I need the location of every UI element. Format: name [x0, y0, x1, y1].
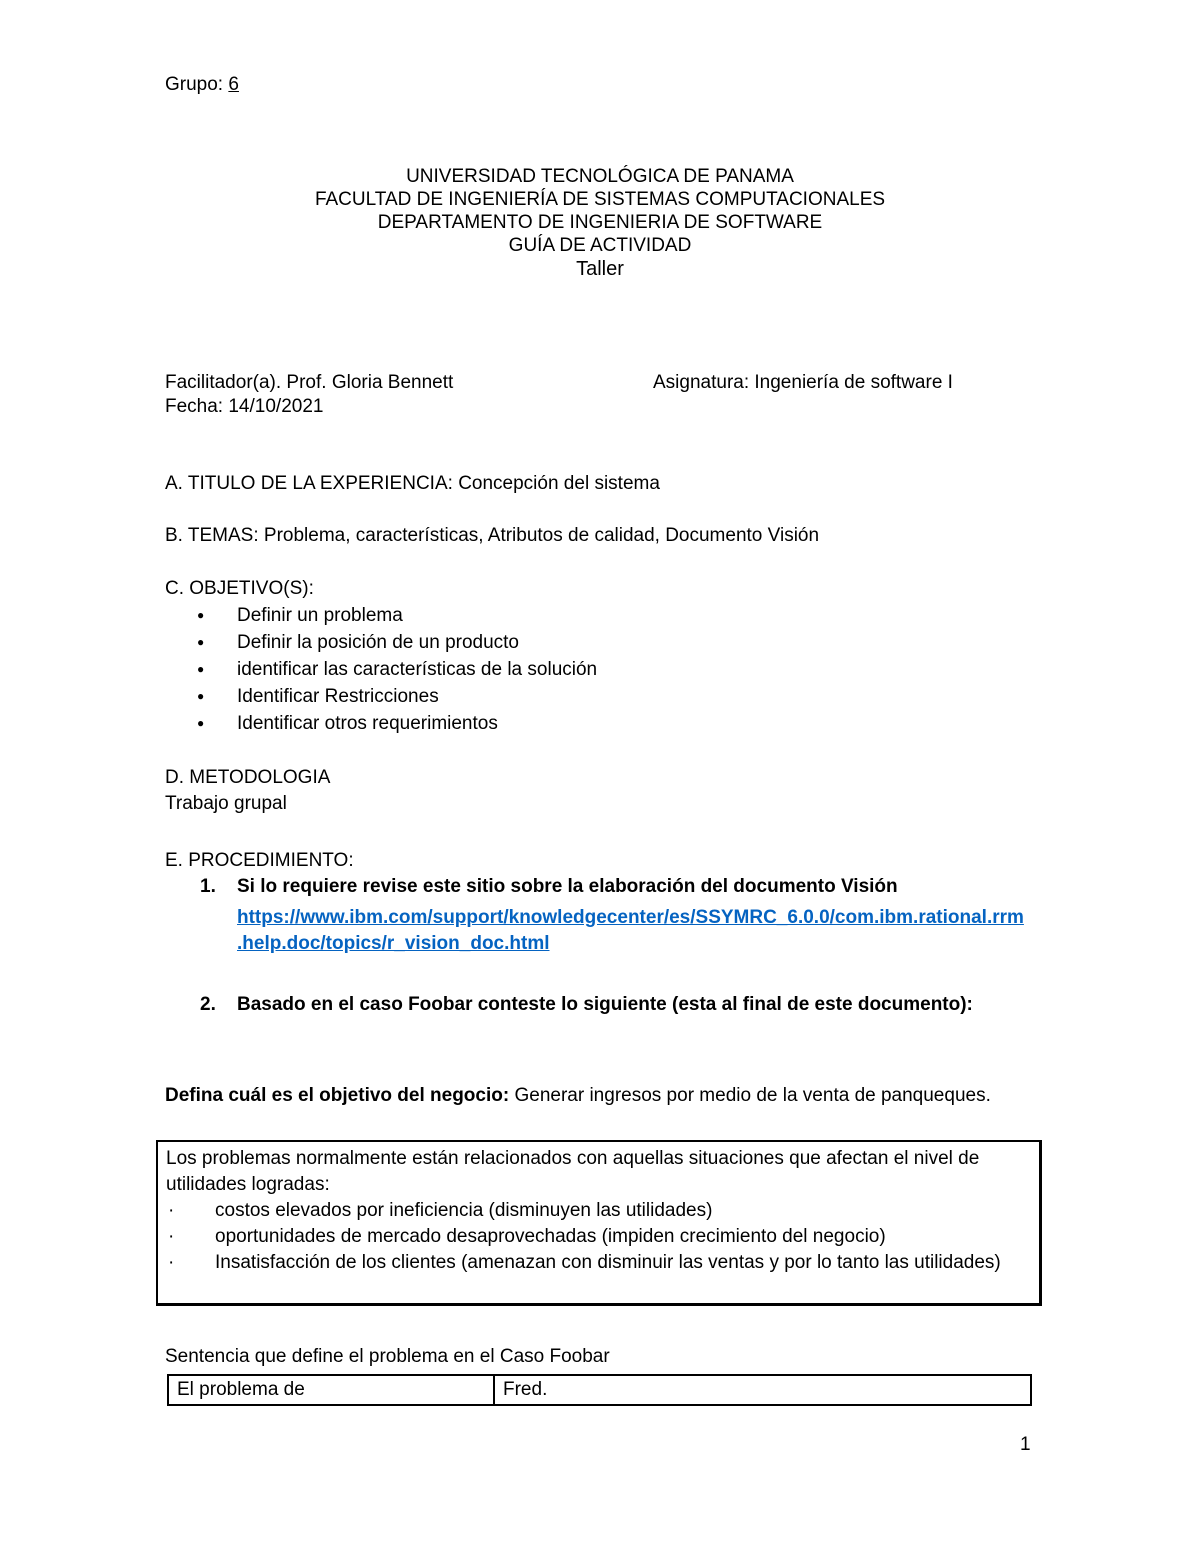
section-e-label: E. PROCEDIMIENTO: — [165, 850, 354, 871]
business-objective-value: Generar ingresos por medio de la venta de panqueques. — [514, 1085, 991, 1106]
date: Fecha: 14/10/2021 — [165, 396, 324, 417]
step-1-number: 1. — [200, 876, 216, 897]
vision-doc-link-continued[interactable]: .help.doc/topics/r_vision_doc.html — [237, 933, 550, 954]
bullet-icon: · — [168, 1200, 175, 1221]
section-a-value: Concepción del sistema — [458, 473, 660, 494]
facilitator: Facilitador(a). Prof. Gloria Bennett — [165, 372, 454, 393]
section-a-label: A. TITULO DE LA EXPERIENCIA: — [165, 473, 453, 494]
list-item: identificar las características de la solución — [237, 659, 598, 680]
business-objective — [165, 1083, 991, 1109]
bullet-icon: · — [168, 1252, 175, 1273]
business-objective-label: Defina cuál es el objetivo del negocio: — [165, 1085, 510, 1106]
problem-statement-table — [167, 1374, 1032, 1406]
list-item: Identificar otros requerimientos — [237, 713, 498, 734]
table-row — [168, 1375, 1031, 1405]
page-number: 1 — [1020, 1434, 1031, 1455]
guide-title: GUÍA DE ACTIVIDAD — [508, 235, 692, 256]
table-cell-label: El problema de — [168, 1375, 494, 1405]
list-item: Identificar Restricciones — [237, 686, 439, 707]
guide-subtitle: Taller — [576, 258, 624, 280]
list-item: costos elevados por ineficiencia (disminuyen las utilidades) — [215, 1200, 713, 1221]
group-line — [165, 72, 239, 98]
faculty-name: FACULTAD DE INGENIERÍA DE SISTEMAS COMPUTACIONALES — [314, 189, 886, 210]
problems-intro-line-2: utilidades logradas: — [166, 1174, 330, 1195]
list-item: oportunidades de mercado desaprovechadas (impiden crecimiento del negocio) — [215, 1226, 886, 1247]
list-item: Definir la posición de un producto — [237, 632, 520, 653]
subject: Asignatura: Ingeniería de software I — [653, 372, 953, 393]
section-b — [165, 523, 819, 549]
university-name: UNIVERSIDAD TECNOLÓGICA DE PANAMA — [406, 166, 794, 187]
department-name: DEPARTAMENTO DE INGENIERIA DE SOFTWARE — [377, 212, 823, 233]
section-d-value: Trabajo grupal — [165, 793, 287, 814]
section-a — [165, 471, 660, 497]
bullet-icon: ● — [197, 608, 205, 622]
list-item: Insatisfacción de los clientes (amenazan con disminuir las ventas y por lo tanto las utilidades) — [215, 1252, 1001, 1273]
bullet-icon: ● — [197, 689, 205, 703]
bullet-icon: · — [168, 1226, 175, 1247]
vision-doc-link[interactable]: https://www.ibm.com/support/knowledgecenter/es/SSYMRC_6.0.0/com.ibm.rational.rrm — [237, 907, 1024, 928]
problem-statement-heading: Sentencia que define el problema en el Caso Foobar — [165, 1346, 610, 1367]
table-cell-value: Fred. — [494, 1375, 1031, 1405]
section-b-label: B. TEMAS: — [165, 525, 259, 546]
group-value: 6 — [228, 74, 239, 95]
step-2-number: 2. — [200, 994, 216, 1015]
bullet-icon: ● — [197, 635, 205, 649]
section-b-value: Problema, características, Atributos de calidad, Documento Visión — [263, 525, 820, 546]
group-label: Grupo: — [165, 74, 224, 95]
step-1-text: Si lo requiere revise este sitio sobre la elaboración del documento Visión — [237, 876, 898, 897]
section-d-label: D. METODOLOGIA — [165, 767, 331, 788]
section-c-label: C. OBJETIVO(S): — [165, 578, 314, 599]
list-item: Definir un problema — [237, 605, 403, 626]
bullet-icon: ● — [197, 716, 205, 730]
bullet-icon: ● — [197, 662, 205, 676]
step-2-text: Basado en el caso Foobar conteste lo siguiente (esta al final de este documento): — [237, 994, 973, 1015]
problems-intro-line-1: Los problemas normalmente están relacionados con aquellas situaciones que afectan el nivel de — [166, 1148, 980, 1169]
